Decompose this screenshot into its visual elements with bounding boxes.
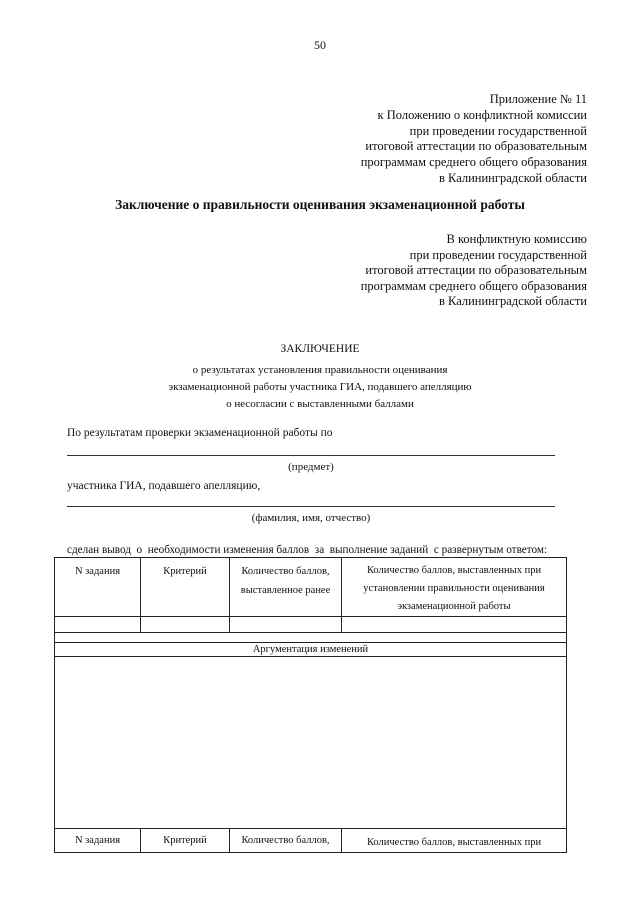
header-points-after [342, 558, 567, 617]
conclusion-subheading [0, 362, 640, 412]
appendix-line: Приложение № 11 [489, 92, 587, 106]
cell-points-before [230, 617, 342, 633]
header-points-after-line: экзаменационной работы [397, 601, 511, 612]
assessment-table [54, 557, 567, 853]
conclusion-statement: сделан вывод о необходимости изменения баллов за выполнение заданий с развернутым ответом: [67, 544, 548, 556]
subject-caption: (предмет) [288, 461, 334, 473]
argumentation-row [55, 657, 567, 829]
appendix-line: к Положению о конфликтной комиссии [377, 107, 587, 122]
table-row [55, 633, 567, 643]
appendix-line: при проведении государственной [409, 123, 587, 138]
recipient-line: итоговой аттестации по образовательным [365, 263, 587, 278]
header-points-before-line: Количество баллов, [241, 566, 330, 577]
appendix-line: итоговой аттестации по образовательным [365, 139, 587, 154]
repeat-header-criterion: Критерий [141, 829, 230, 853]
repeat-header-task-no: N задания [55, 829, 141, 853]
subject-line [67, 455, 555, 456]
cell-criterion [141, 617, 230, 633]
cell-task-no [55, 617, 141, 633]
name-caption: (фамилия, имя, отчество) [251, 512, 371, 524]
header-points-after-line: установлении правильности оценивания [363, 583, 545, 594]
conclusion-heading: ЗАКЛЮЧЕНИЕ [280, 343, 360, 355]
argumentation-header-row [55, 643, 567, 657]
participant-text: участника ГИА, подавшего апелляцию, [67, 480, 261, 492]
recipient-line: в Калининградской области [439, 294, 587, 309]
conclusion-subheading-line: экзаменационной работы участника ГИА, подавшего апелляцию [168, 380, 472, 393]
header-points-before-line: выставленное ранее [240, 585, 331, 596]
appendix-reference [361, 92, 587, 187]
page-number: 50 [314, 38, 326, 52]
recipient-line: В конфликтную комиссию [446, 232, 587, 246]
check-text: По результатам проверки экзаменационной работы по [67, 427, 333, 439]
name-line [67, 506, 555, 507]
argumentation-label: Аргументация изменений [55, 643, 567, 657]
argumentation-field [55, 657, 567, 829]
header-criterion: Критерий [141, 558, 230, 617]
recipient-block [361, 232, 587, 310]
table-row [55, 617, 567, 633]
recipient-line: программам среднего общего образования [360, 278, 587, 293]
table-header-row [55, 558, 567, 617]
conclusion-subheading-line: о результатах установления правильности оценивания [192, 364, 448, 376]
cell-points-after [342, 617, 567, 633]
header-points-after-line: Количество баллов, выставленных при [366, 565, 542, 576]
repeat-header-points-before: Количество баллов, [230, 829, 342, 853]
document-title: Заключение о правильности оценивания экзаменационной работы [115, 197, 525, 212]
header-task-no: N задания [55, 558, 141, 617]
table-repeat-header-row [55, 829, 567, 853]
separator-cell [55, 633, 567, 643]
appendix-line: программам среднего общего образования [360, 155, 587, 170]
recipient-line: при проведении государственной [409, 247, 587, 262]
appendix-line: в Калининградской области [439, 170, 587, 185]
repeat-header-points-after: Количество баллов, выставленных при [342, 829, 567, 853]
conclusion-subheading-line: о несогласии с выставленными баллами [226, 397, 414, 410]
header-points-before [230, 558, 342, 617]
